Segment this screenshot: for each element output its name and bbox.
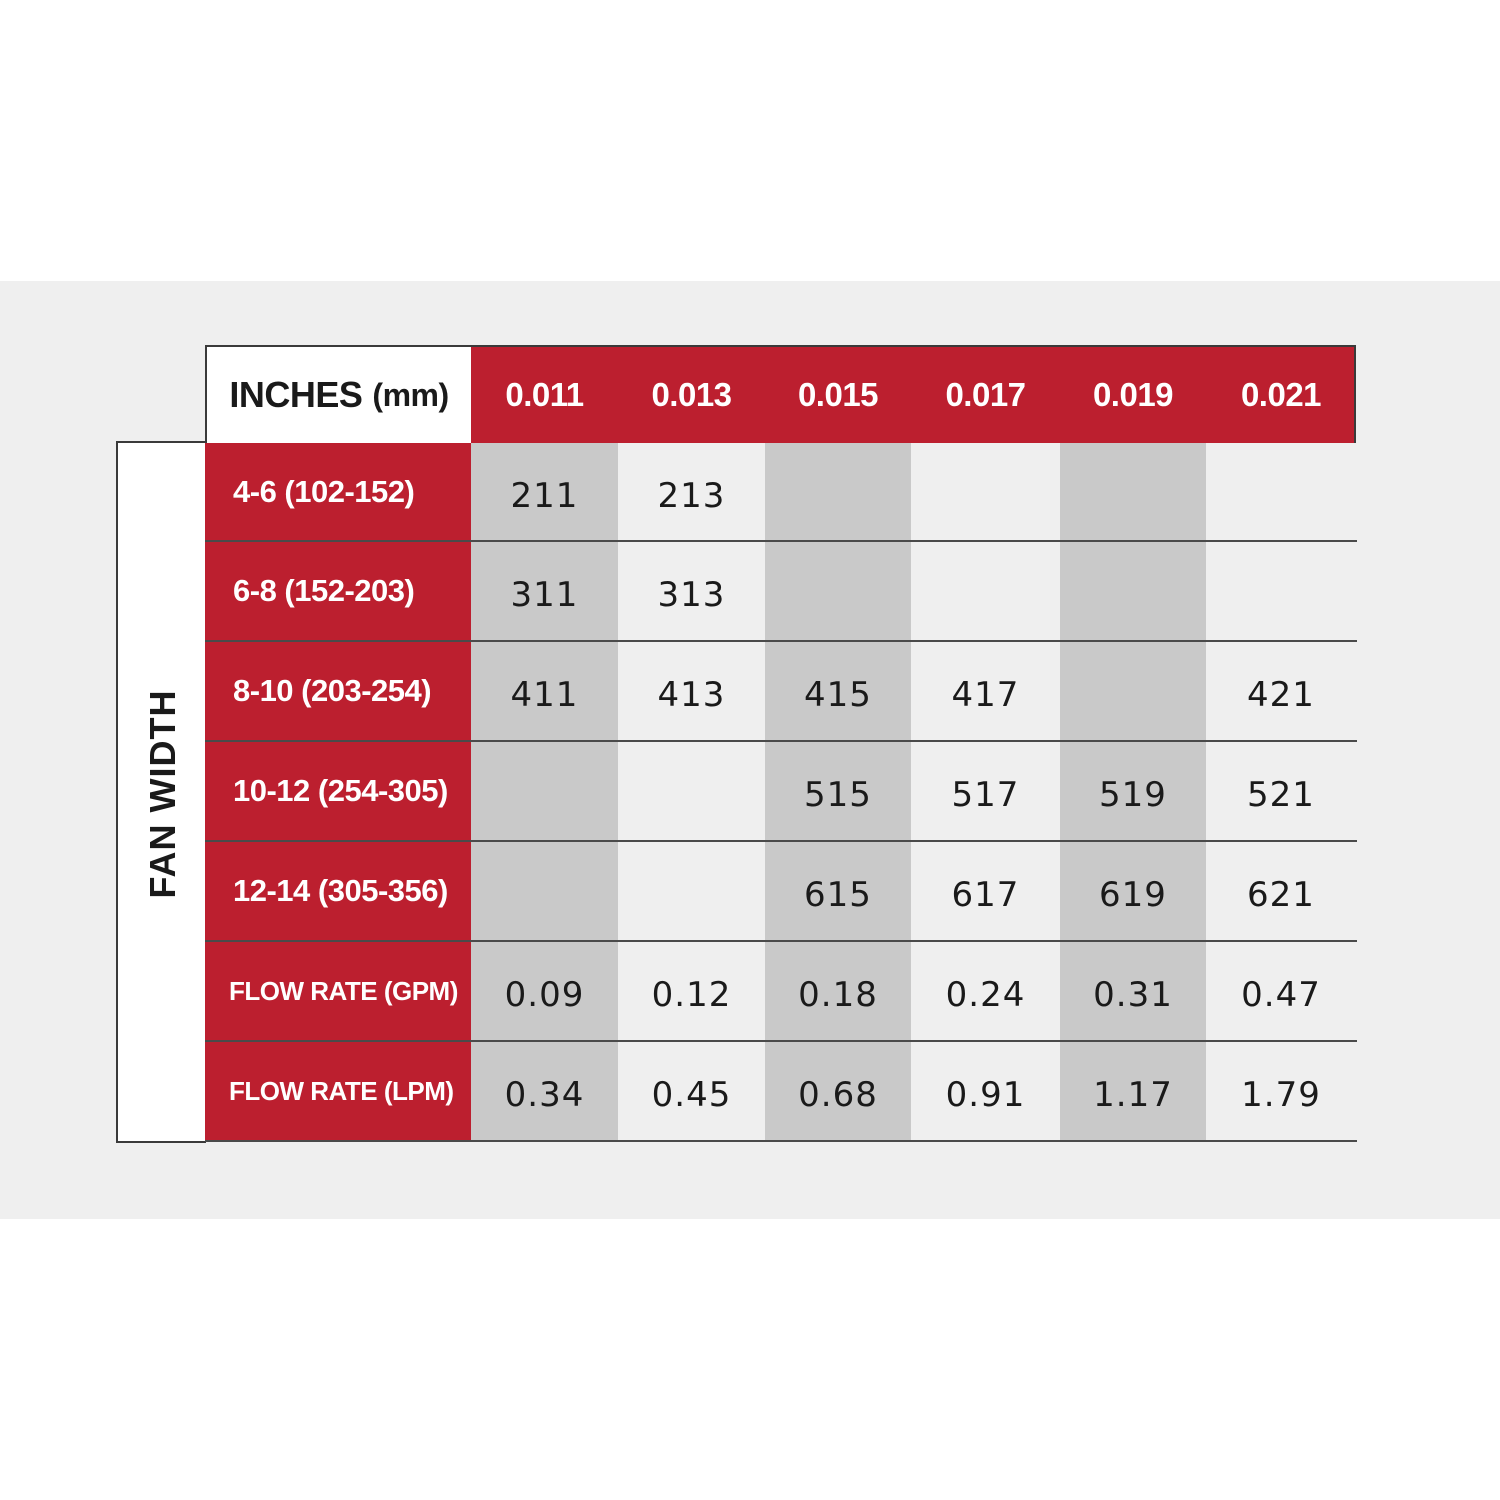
table-cell: 415 (804, 675, 872, 715)
row-header-4: 12-14 (305-356) (205, 841, 471, 941)
table-cell: 617 (951, 875, 1020, 915)
table-cell: 0.68 (798, 1075, 878, 1115)
table-cell (618, 845, 765, 945)
table-cell: 0.12 (651, 975, 732, 1015)
table-cell: 311 (510, 575, 579, 615)
row-header-3: 10-12 (254-305) (205, 741, 471, 841)
table-cell: 1.17 (1093, 1075, 1173, 1115)
table-cell: 519 (1099, 775, 1167, 815)
table-cell: 615 (804, 875, 872, 915)
row-divider (205, 1140, 1357, 1142)
table-cell (911, 447, 1060, 545)
table-cell: 515 (804, 775, 872, 815)
table-cell: 0.09 (504, 975, 585, 1015)
table-cell (765, 545, 911, 645)
table-cell (1060, 645, 1206, 745)
table-cell: 0.31 (1093, 975, 1173, 1015)
table-cell: 0.34 (504, 1075, 585, 1115)
column-header-3: 0.017 (945, 376, 1026, 413)
table-cell: 517 (951, 775, 1020, 815)
table-cell: 413 (657, 675, 726, 715)
table-cell: 621 (1247, 875, 1315, 915)
table-cell: 0.45 (651, 1075, 732, 1115)
side-header-box (116, 441, 206, 1143)
row-divider (205, 540, 1357, 542)
table-cell: 421 (1247, 675, 1315, 715)
table-cell (1206, 447, 1356, 545)
row-divider (205, 640, 1357, 642)
corner-unit: (mm) (372, 376, 449, 413)
row-divider (205, 940, 1357, 942)
corner-label: INCHES (229, 374, 363, 415)
table-cell: 417 (951, 675, 1020, 715)
side-label: FAN WIDTH (142, 689, 183, 899)
table-cell (1060, 545, 1206, 645)
table-cell: 0.47 (1241, 975, 1321, 1015)
table-cell: 1.79 (1241, 1075, 1321, 1115)
column-header-5: 0.021 (1240, 376, 1322, 413)
corner-header (205, 345, 471, 443)
table-cell (911, 545, 1060, 645)
row-header-2: 8-10 (203-254) (205, 641, 471, 741)
row-header-5: FLOW RATE (GPM) (205, 941, 471, 1041)
table-cell: 521 (1247, 775, 1315, 815)
row-header-1: 6-8 (152-203) (205, 541, 471, 641)
table-cell: 619 (1099, 875, 1167, 915)
column-header-0: 0.011 (505, 376, 584, 413)
column-header-2: 0.015 (797, 376, 879, 413)
table-cell (618, 745, 765, 845)
table-cell: 213 (657, 476, 726, 516)
column-header-bar (471, 345, 1356, 443)
table-cell: 0.91 (945, 1075, 1026, 1115)
table-cell (1060, 447, 1206, 545)
row-divider (205, 840, 1357, 842)
table-cell (471, 745, 618, 845)
column-header-4: 0.019 (1092, 376, 1174, 413)
table-cell: 211 (510, 476, 579, 516)
table-cell (1206, 545, 1356, 645)
column-header-1: 0.013 (651, 376, 732, 413)
row-header-6: FLOW RATE (LPM) (205, 1041, 471, 1141)
row-divider (205, 740, 1357, 742)
table-cell: 411 (510, 675, 579, 715)
table-cell: 313 (657, 575, 726, 615)
row-divider (205, 1040, 1357, 1042)
table-cell: 0.18 (798, 975, 878, 1015)
table-cell (471, 845, 618, 945)
table-cell (765, 447, 911, 545)
row-header-0: 4-6 (102-152) (205, 443, 471, 541)
table-cell: 0.24 (945, 975, 1026, 1015)
